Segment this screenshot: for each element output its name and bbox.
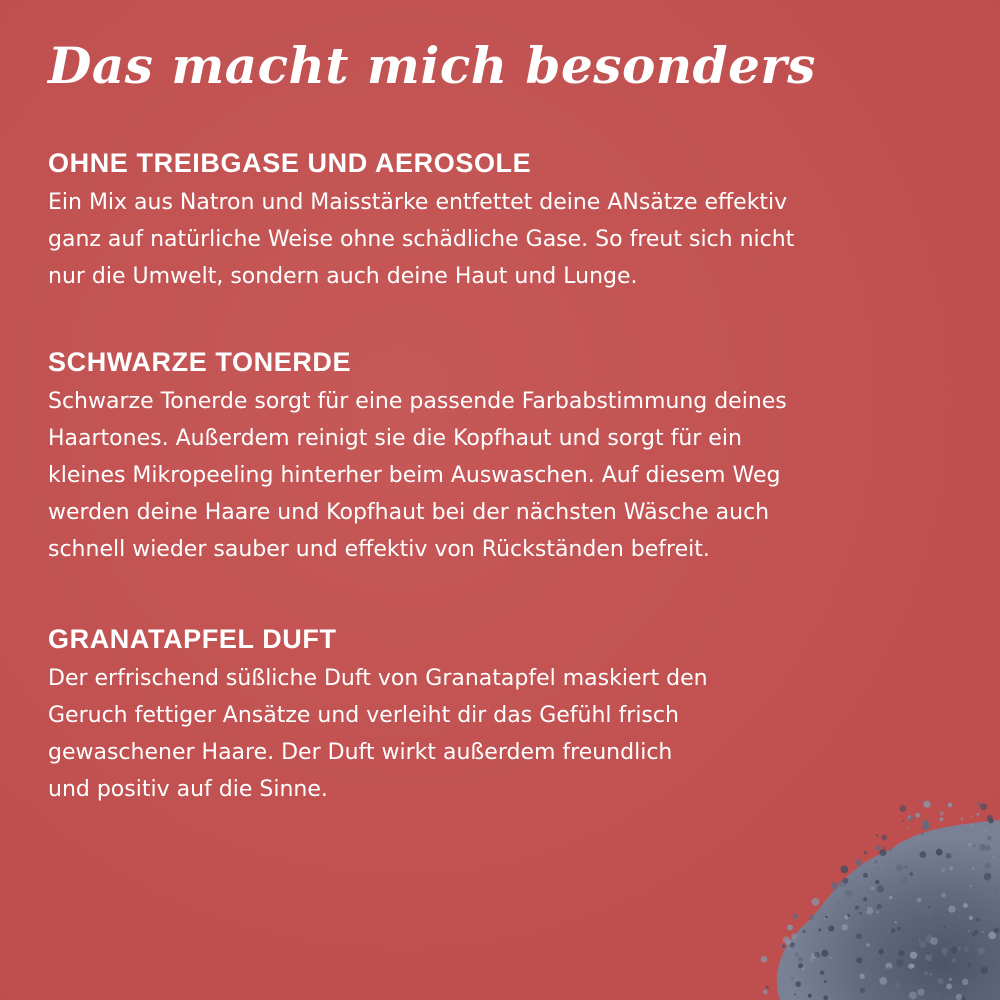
body-line: gewaschener Haare. Der Duft wirkt außerdem freundlich (48, 740, 673, 765)
body-line: Haartones. Außerdem reinigt sie die Kopfhaut und sorgt für ein (48, 426, 742, 451)
section-body (48, 383, 958, 568)
body-line: Geruch fettiger Ansätze und verleiht dir das Gefühl frisch (48, 703, 679, 728)
body-line: nur die Umwelt, sondern auch deine Haut und Lunge. (48, 264, 638, 289)
section-heading: GRANATAPFEL DUFT (48, 624, 337, 654)
section-heading: OHNE TREIBGASE UND AEROSOLE (48, 148, 532, 178)
body-line: Ein Mix aus Natron und Maisstärke entfettet deine ANsätze effektiv (48, 190, 788, 215)
body-line: ganz auf natürliche Weise ohne schädliche Gase. So freut sich nicht (48, 227, 795, 252)
body-line: und positiv auf die Sinne. (48, 777, 328, 802)
section-heading: SCHWARZE TONERDE (48, 347, 352, 377)
section-treibgase (48, 144, 958, 295)
section-tonerde (48, 343, 958, 568)
body-line: werden deine Haare und Kopfhaut bei der nächsten Wäsche auch (48, 500, 770, 525)
body-line: Der erfrischend süßliche Duft von Granatapfel maskiert den (48, 666, 708, 691)
body-line: kleines Mikropeeling hinterher beim Auswaschen. Auf diesem Weg (48, 463, 781, 488)
body-line: schnell wieder sauber und effektiv von Rückständen befreit. (48, 537, 710, 562)
clay-powder-image (740, 770, 1000, 1000)
page-title: Das macht mich besonders (48, 36, 816, 95)
body-line: Schwarze Tonerde sorgt für eine passende Farbabstimmung deines (48, 389, 787, 414)
section-body (48, 184, 958, 295)
